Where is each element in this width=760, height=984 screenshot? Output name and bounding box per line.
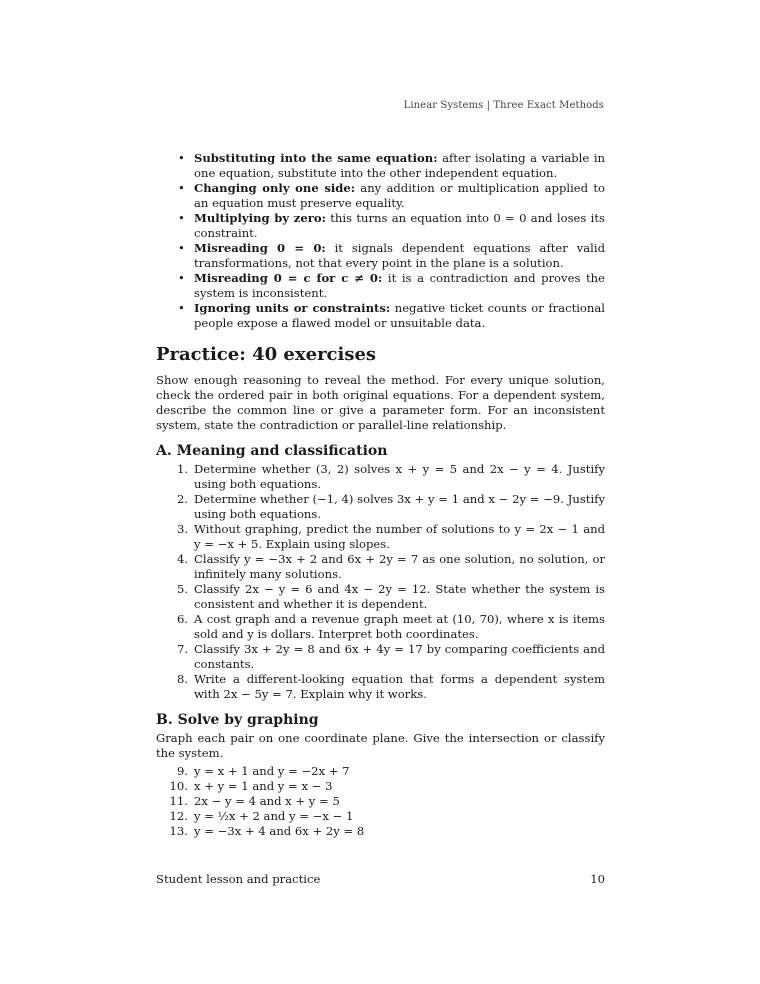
list-item — [156, 211, 605, 241]
exercise-text: y = −3x + 4 and 6x + 2y = 8 — [194, 824, 365, 838]
exercise-text: y = ½x + 2 and y = −x − 1 — [194, 809, 354, 823]
exercise-item — [156, 552, 605, 582]
pitfall-list — [156, 151, 605, 331]
footer-label: Student lesson and practice — [156, 872, 321, 886]
exercise-item — [156, 764, 605, 779]
exercise-number: 8. — [176, 672, 188, 686]
pitfall-term: Ignoring units or constraints: — [194, 301, 391, 315]
exercise-number: 13. — [169, 824, 188, 838]
pitfall-text: after isolating a variable in one equation, substitute into the other independent equation. — [194, 151, 605, 180]
exercise-item — [156, 582, 605, 612]
exercise-text: A cost graph and a revenue graph meet at (10, 70), where x is items sold and y is dollars. Interpret both coordinates. — [194, 612, 605, 641]
exercise-item — [156, 779, 605, 794]
page-footer — [156, 872, 605, 886]
exercise-number: 1. — [176, 462, 188, 476]
section-b-intro: Graph each pair on one coordinate plane. Give the intersection or classify the system. — [156, 731, 605, 760]
pitfall-text: it is a contradiction and proves the system is inconsistent. — [194, 271, 605, 300]
page-number: 10 — [590, 872, 605, 886]
running-head: Linear Systems | Three Exact Methods — [403, 100, 604, 111]
exercise-number: 7. — [176, 642, 188, 656]
page-content — [156, 151, 605, 839]
pitfall-term: Substituting into the same equation: — [194, 151, 438, 165]
exercise-text: Determine whether (3, 2) solves x + y = 5 and 2x − y = 4. Justify using both equations. — [194, 462, 605, 491]
list-item — [156, 241, 605, 271]
exercise-text: x + y = 1 and y = x − 3 — [194, 779, 333, 793]
exercise-item — [156, 809, 605, 824]
pitfall-term: Changing only one side: — [194, 181, 356, 195]
pitfall-term: Misreading 0 = c for c ≠ 0: — [194, 271, 383, 285]
pitfall-text: any addition or multiplication applied to an equation must preserve equality. — [194, 181, 605, 210]
practice-heading: Practice: 40 exercises — [156, 344, 377, 365]
exercise-text: 2x − y = 4 and x + y = 5 — [194, 794, 340, 808]
exercise-text: Classify y = −3x + 2 and 6x + 2y = 7 as one solution, no solution, or infinitely many solutions. — [194, 552, 605, 581]
pitfall-text: this turns an equation into 0 = 0 and loses its constraint. — [194, 211, 605, 240]
pitfall-term: Misreading 0 = 0: — [194, 241, 326, 255]
section-b-heading: B. Solve by graphing — [156, 712, 319, 728]
exercise-item — [156, 522, 605, 552]
section-b-exercise-list — [156, 764, 605, 839]
exercise-number: 10. — [169, 779, 188, 793]
pitfall-term: Multiplying by zero: — [194, 211, 326, 225]
exercise-text: Classify 2x − y = 6 and 4x − 2y = 12. State whether the system is consistent and whether it is dependent. — [194, 582, 605, 611]
exercise-item — [156, 824, 605, 839]
exercise-number: 4. — [176, 552, 188, 566]
section-a-heading: A. Meaning and classification — [156, 443, 388, 459]
list-item — [156, 151, 605, 181]
exercise-text: Without graphing, predict the number of solutions to y = 2x − 1 and y = −x + 5. Explain using slopes. — [194, 522, 605, 551]
exercise-text: Classify 3x + 2y = 8 and 6x + 4y = 17 by comparing coefficients and constants. — [194, 642, 605, 671]
exercise-text: y = x + 1 and y = −2x + 7 — [194, 764, 350, 778]
pitfall-text: negative ticket counts or fractional people expose a flawed model or unsuitable data. — [194, 301, 605, 330]
list-item — [156, 181, 605, 211]
exercise-item — [156, 612, 605, 642]
exercise-number: 11. — [169, 794, 188, 808]
exercise-item — [156, 672, 605, 702]
exercise-item — [156, 462, 605, 492]
exercise-number: 3. — [176, 522, 188, 536]
exercise-number: 2. — [176, 492, 188, 506]
exercise-item — [156, 642, 605, 672]
exercise-number: 5. — [176, 582, 188, 596]
list-item — [156, 301, 605, 331]
exercise-number: 9. — [176, 764, 188, 778]
pitfall-text: it signals dependent equations after valid transformations, not that every point in the plane is a solution. — [194, 241, 605, 270]
exercise-number: 6. — [176, 612, 188, 626]
exercise-number: 12. — [169, 809, 188, 823]
list-item — [156, 271, 605, 301]
exercise-item — [156, 492, 605, 522]
exercise-text: Determine whether (−1, 4) solves 3x + y = 1 and x − 2y = −9. Justify using both equations. — [194, 492, 605, 521]
practice-intro: Show enough reasoning to reveal the method. For every unique solution, check the ordered pair in both original equations. For a dependent system, describe the common line or give a parameter form. For an inconsistent system, state the contradiction or parallel-line relationship. — [156, 373, 605, 432]
exercise-item — [156, 794, 605, 809]
exercise-text: Write a different-looking equation that forms a dependent system with 2x − 5y = 7. Explain why it works. — [194, 672, 605, 701]
section-a-exercise-list — [156, 462, 605, 702]
